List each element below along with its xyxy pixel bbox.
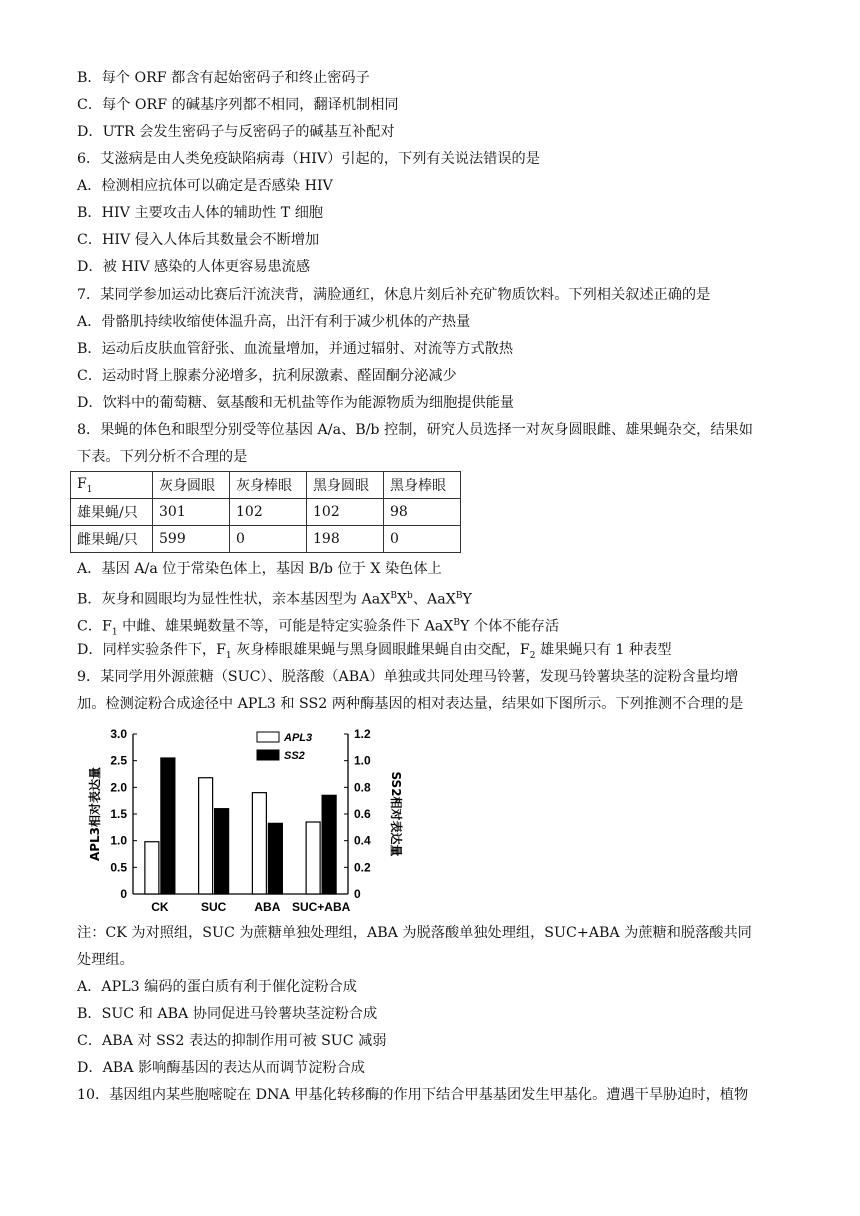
table-header-cell: 黑身圆眼 (307, 472, 384, 499)
left-tick-label: 0.5 (110, 860, 127, 875)
table-row-label: 雄果蝇/只 (71, 499, 153, 526)
table-cell: 102 (307, 499, 384, 526)
q10-stem: 10．基因组内某些胞嘧啶在 DNA 甲基化转移酶的作用下结合甲基基团发生甲基化。遭遇干旱胁迫时，植物 (77, 1087, 749, 1103)
q9-stem-line2: 加。检测淀粉合成途径中 APL3 和 SS2 两种酶基因的相对表达量，结果如下图所示。下列推测不合理的是 (77, 696, 744, 712)
bar-apl3 (252, 793, 266, 894)
q8-option-b (77, 586, 472, 610)
q9-note-line2: 处理组。 (77, 952, 134, 968)
legend-label-ss2: SS2 (284, 750, 305, 762)
q9-stem-line1: 9．某同学用外源蔗糖（SUC）、脱落酸（ABA）单独或共同处理马铃薯，发现马铃薯块茎的淀粉含量均增 (77, 669, 739, 685)
text-run: Y 个体不能存活 (460, 618, 560, 635)
table-cell: 0 (230, 526, 307, 553)
q7-option-c: C．运动时肾上腺素分泌增多，抗利尿激素、醛固酮分泌减少 (77, 368, 457, 384)
superscript: b (407, 591, 413, 601)
left-tick-label: 2.0 (110, 780, 127, 795)
table-cell: 599 (153, 526, 230, 553)
legend-label-apl3: APL3 (284, 732, 313, 744)
right-tick-label: 0.6 (354, 807, 371, 821)
subscript: 1 (111, 627, 118, 638)
legend-swatch-apl3 (257, 732, 279, 742)
right-tick-label: 1.2 (354, 727, 371, 741)
table-header-cell (71, 472, 153, 499)
q6-option-d: D．被 HIV 感染的人体更容易患流感 (77, 259, 311, 275)
table-header-cell: 灰身圆眼 (153, 472, 230, 499)
table-header-cell: 黑身棒眼 (384, 472, 461, 499)
q9-bar-chart (85, 722, 415, 912)
legend-swatch-ss2 (257, 750, 279, 760)
q9-option-a: A．APL3 编码的蛋白质有利于催化淀粉合成 (77, 979, 357, 995)
right-tick-label: 1.0 (354, 753, 371, 768)
text-run: 、AaX (412, 591, 456, 608)
q8-option-a: A．基因 A/a 位于常染色体上，基因 B/b 位于 X 染色体上 (77, 561, 442, 577)
bar-apl3 (199, 778, 213, 894)
q7-option-d: D．饮料中的葡萄糖、氨基酸和无机盐等作为能源物质为细胞提供能量 (77, 395, 515, 411)
table-cell: 198 (307, 526, 384, 553)
superscript: B (453, 618, 461, 628)
bar-ss2 (268, 823, 282, 894)
text-run: 雄果蝇只有 1 种表型 (535, 642, 672, 658)
table-cell: 301 (153, 499, 230, 526)
q8-results-table (70, 471, 461, 553)
q6-option-c: C．HIV 侵入人体后其数量会不断增加 (77, 232, 320, 248)
q8-option-d (77, 640, 672, 666)
text-run: 中雌、雄果蝇数量不等，可能是特定实验条件下 AaX (117, 618, 454, 635)
left-tick-label: 0 (120, 887, 127, 901)
bar-apl3 (306, 822, 320, 894)
q6-option-b: B．HIV 主要攻击人体的辅助性 T 细胞 (77, 205, 324, 221)
category-label: SUC+ABA (291, 900, 351, 912)
bar-apl3 (145, 842, 159, 894)
text-run: C．F (77, 618, 112, 635)
q8-stem-line1: 8．果蝇的体色和眼型分别受等位基因 A/a、B/b 控制，研究人员选择一对灰身圆眼雌、雄果蝇杂交，结果如 (77, 422, 753, 438)
q5-option-c: C．每个 ORF 的碱基序列都不相同，翻译机制相同 (77, 97, 399, 113)
bar-ss2 (215, 809, 229, 894)
left-tick-label: 1.0 (110, 833, 127, 848)
category-label: SUC (200, 900, 227, 912)
bar-ss2 (322, 795, 336, 894)
q6-stem: 6．艾滋病是由人类免疫缺陷病毒（HIV）引起的，下列有关说法错误的是 (77, 151, 540, 167)
text-run: 灰身棒眼雄果蝇与黑身圆眼雌果蝇自由交配，F (231, 642, 530, 658)
text-run: B．灰身和圆眼均为显性性状，亲本基因型为 AaX (77, 591, 391, 608)
superscript: B (455, 591, 463, 601)
text-run: D．同样实验条件下，F (77, 642, 226, 658)
table-row (71, 499, 461, 526)
q7-stem: 7．某同学参加运动比赛后汗流浃背，满脸通红，休息片刻后补充矿物质饮料。下列相关叙述正确的是 (77, 287, 711, 303)
header-f-sub: 1 (86, 484, 93, 495)
q9-option-c: C．ABA 对 SS2 表达的抑制作用可被 SUC 减弱 (77, 1033, 387, 1049)
q6-option-a: A．检测相应抗体可以确定是否感染 HIV (77, 178, 333, 194)
right-tick-label: 0.2 (354, 860, 371, 875)
left-tick-label: 3.0 (110, 727, 127, 741)
subscript: 1 (225, 650, 232, 661)
table-row (71, 526, 461, 553)
table-cell: 0 (384, 526, 461, 553)
superscript: B (390, 591, 397, 601)
left-tick-label: 1.5 (110, 807, 127, 821)
q7-option-a: A．骨骼肌持续收缩使体温升高，出汗有利于减少机体的产热量 (77, 314, 471, 330)
header-f-text: F (77, 475, 87, 492)
right-tick-label: 0 (354, 887, 361, 901)
q5-option-b: B．每个 ORF 都含有起始密码子和终止密码子 (77, 70, 370, 86)
bar-ss2 (161, 758, 175, 894)
y-axis-left-title: APL3相对表达量 (88, 766, 102, 862)
table-cell: 98 (384, 499, 461, 526)
text-run: Y (462, 591, 472, 608)
table-header-row (71, 472, 461, 499)
table-row-label: 雌果蝇/只 (71, 526, 153, 553)
right-tick-label: 0.4 (354, 833, 371, 848)
category-label: CK (151, 900, 169, 912)
category-label: ABA (254, 900, 281, 912)
y-axis-right-title: SS2相对表达量 (389, 771, 403, 857)
q8-stem-line2: 下表。下列分析不合理的是 (77, 449, 248, 465)
text-run: X (396, 591, 408, 608)
q9-option-b: B．SUC 和 ABA 协同促进马铃薯块茎淀粉合成 (77, 1006, 378, 1022)
q8-option-c (77, 613, 559, 643)
q7-option-b: B．运动后皮肤血管舒张、血流量增加，并通过辐射、对流等方式散热 (77, 341, 514, 357)
right-tick-label: 0.8 (354, 780, 371, 795)
left-tick-label: 2.5 (110, 753, 127, 768)
q5-option-d: D．UTR 会发生密码子与反密码子的碱基互补配对 (77, 124, 395, 140)
q9-note-line1: 注：CK 为对照组，SUC 为蔗糖单独处理组，ABA 为脱落酸单独处理组，SUC+ABA 为蔗糖和脱落酸共同 (77, 925, 752, 941)
table-cell: 102 (230, 499, 307, 526)
subscript: 2 (529, 650, 536, 661)
table-header-cell: 灰身棒眼 (230, 472, 307, 499)
q9-option-d: D．ABA 影响酶基因的表达从而调节淀粉合成 (77, 1060, 365, 1076)
